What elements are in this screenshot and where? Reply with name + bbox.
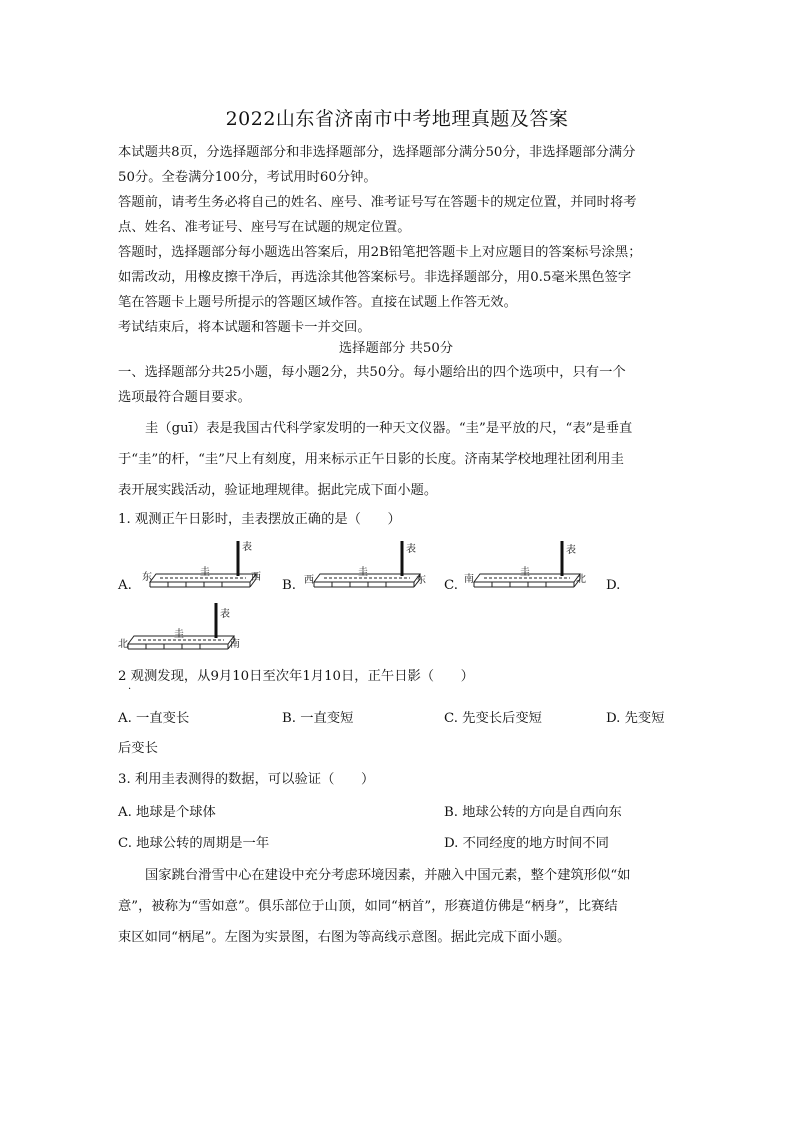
q3-option-c: C. 地球公转的周期是一年 — [118, 836, 270, 851]
passage-line: 国家跳台滑雪中心在建设中充分考虑环境因素，并融入中国元素，整个建筑形似“如 — [145, 868, 631, 883]
biao-label: 表 — [242, 542, 252, 553]
part-one-line: 一、选择题部分共25小题，每小题2分，共50分。每小题给出的四个选项中，只有一个 — [118, 365, 626, 380]
instruction-line: 50分。全卷满分100分，考试用时60分钟。 — [118, 170, 377, 185]
q2-option-a: A. 一直变长 — [118, 711, 190, 726]
question-3-text: 3. 利用圭表测得的数据，可以验证（ ） — [118, 772, 375, 787]
q3-option-b: B. 地球公转的方向是自西向东 — [444, 805, 622, 820]
gui-label: 圭 — [520, 567, 530, 578]
instruction-line: 点、姓名、准考证号、座号写在试题的规定位置。 — [118, 220, 411, 235]
biao-label: 表 — [406, 544, 416, 555]
q1-option-c-label: C. — [444, 578, 458, 593]
biao-label: 表 — [566, 545, 576, 556]
gui-label: 圭 — [200, 567, 210, 578]
passage-line: 意”，被称为“雪如意”。俱乐部位于山顶，如同“柄首”，形赛道仿佛是“柄身”，比赛结 — [118, 899, 618, 914]
q1-option-c-diagram — [462, 538, 592, 600]
q1-option-d-diagram — [116, 600, 246, 662]
question-3-stem — [118, 767, 674, 792]
q2-option-b: B. 一直变短 — [282, 711, 354, 726]
dot-mark: · — [128, 684, 132, 695]
direction-label-left: 北 — [118, 639, 128, 650]
q2-option-c: C. 先变长后变短 — [444, 711, 542, 726]
direction-label-right: 东 — [416, 575, 426, 586]
page-title: 2022山东省济南市中考地理真题及答案 — [225, 108, 569, 130]
part-one-instructions — [118, 360, 674, 410]
q1-option-a-label: A. — [118, 578, 132, 593]
section-title: 选择题部分 共50分 — [338, 341, 454, 356]
instruction-line: 本试题共8页，分选择题部分和非选择题部分，选择题部分满分50分，非选择题部分满分 — [118, 145, 636, 160]
question-1-text: 1. 观测正午日影时，圭表摆放正确的是（ ） — [118, 512, 401, 527]
q3-option-d: D. 不同经度的地方时间不同 — [444, 836, 609, 851]
q3-option-a: A. 地球是个球体 — [118, 805, 216, 820]
instruction-line: 如需改动，用橡皮擦干净后，再选涂其他答案标号。非选择题部分，用0.5毫米黑色签字 — [118, 270, 632, 285]
biao-label: 表 — [220, 609, 230, 620]
direction-label-left: 南 — [464, 574, 474, 585]
instructions — [118, 140, 674, 340]
gui-label: 圭 — [174, 629, 184, 640]
direction-label-right: 西 — [251, 572, 261, 583]
direction-label-left: 西 — [304, 575, 314, 586]
instruction-line: 答题前，请考生务必将自己的姓名、座号、准考证号写在答题卡的规定位置，并同时将考 — [118, 195, 637, 210]
gui-label: 圭 — [358, 567, 368, 578]
instruction-line: 笔在答题卡上题号所提示的答题区域作答。直接在试题上作答无效。 — [118, 295, 517, 310]
q1-option-b-label: B. — [282, 578, 296, 593]
question-2-text: 2 观测发现，从9月10日至次年1月10日，正午日影（ ） — [118, 669, 474, 684]
direction-label-left: 东 — [142, 572, 152, 583]
instruction-line: 考试结束后，将本试题和答题卡一并交回。 — [118, 320, 371, 335]
direction-label-right: 南 — [230, 639, 240, 650]
passage-line: 表开展实践活动，验证地理规律。据此完成下面小题。 — [118, 483, 438, 498]
q2-option-d-wrap: 后变长 — [118, 741, 158, 756]
passage-ski-jump — [118, 860, 674, 953]
q2-option-d: D. 先变短 — [606, 711, 665, 726]
q1-option-a-diagram — [138, 538, 268, 600]
instruction-line: 答题时，选择题部分每小题选出答案后，用2B铅笔把答题卡上对应题目的答案标号涂黑； — [118, 245, 642, 260]
passage-line: 于“圭”的杆，“圭”尺上有刻度，用来标示正午日影的长度。济南某学校地理社团利用圭 — [118, 452, 624, 467]
q1-option-d-label: D. — [606, 578, 621, 593]
passage-gnomon — [118, 413, 674, 506]
passage-line: 圭（guī）表是我国古代科学家发明的一种天文仪器。“圭”是平放的尺，“表”是垂直 — [145, 421, 633, 436]
direction-label-right: 北 — [576, 574, 586, 585]
q1-option-b-diagram — [302, 538, 432, 600]
passage-line: 束区如同“柄尾”。左图为实景图，右图为等高线示意图。据此完成下面小题。 — [118, 930, 571, 945]
question-2-stem — [118, 664, 674, 689]
question-1-stem — [118, 507, 674, 532]
part-one-line: 选项最符合题目要求。 — [118, 390, 251, 405]
